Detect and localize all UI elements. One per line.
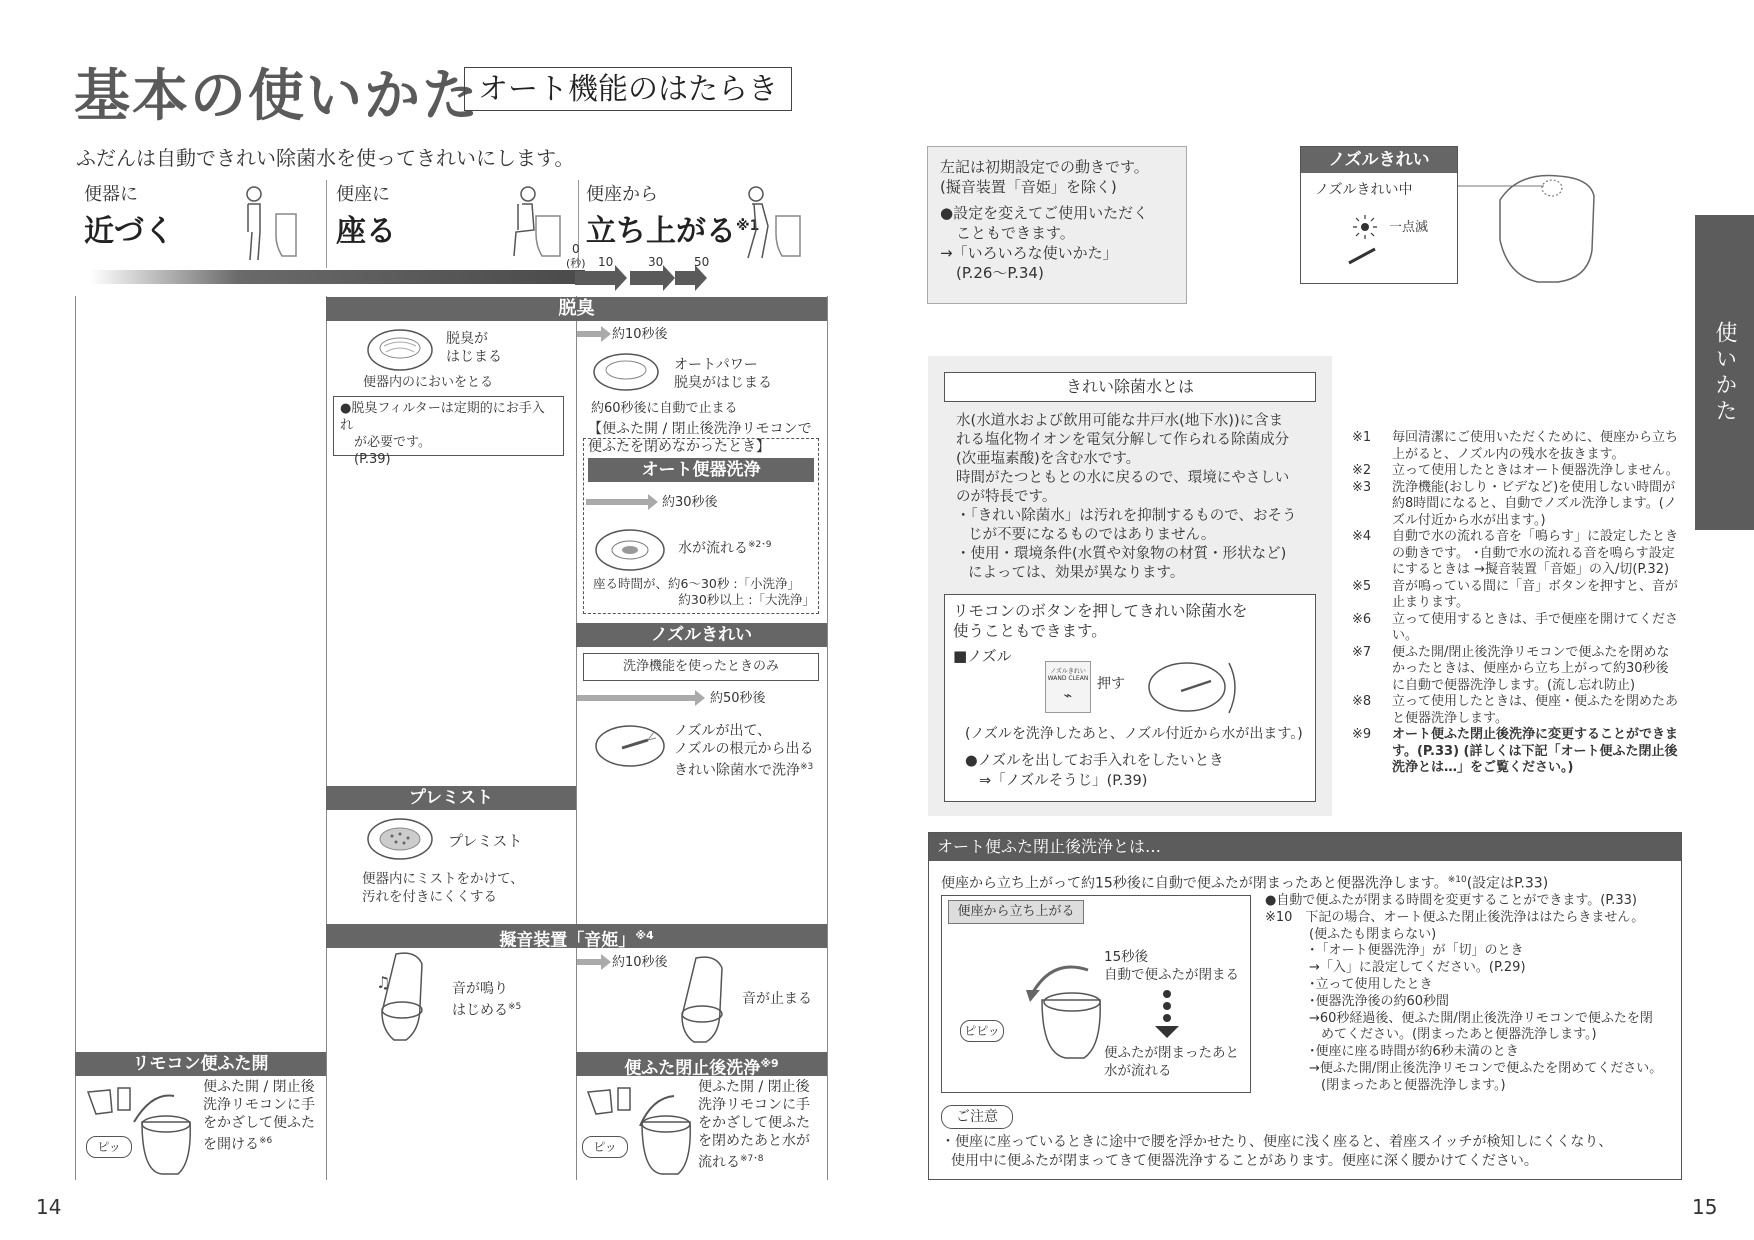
autoflush-after30: 約30秒後 [662,495,718,510]
footnote: ※3 洗浄機能(おしり・ビデなど)を使用しない時間が約8時間になると、自動でノズル洗浄します。(ノズル付近から水が出ます。) [1352,479,1677,528]
footnote: ※1 毎回清潔にご使用いただくために、便座から立ち上がると、ノズル内の残水を抜きます。 [1352,430,1679,462]
tick-30: 30 [648,255,664,269]
otohime-header: 擬音装置「音姫」$^{※4}$ [326,924,827,948]
auto-close-title: オート便ふた閉止後洗浄とは… [929,833,1681,861]
arrow-right-icon [577,954,613,970]
toilet-icon [676,954,736,1046]
timeline-bar [90,270,585,284]
mist-icon [364,814,444,864]
arrow-right-icon [577,690,707,706]
otohime-after10: 約10秒後 [612,955,668,970]
autoflush-header: オート便器洗浄 [588,458,814,482]
down-arrow-icon [1152,988,1182,1040]
water-flows: 水が流れる$^{※2･9}$ [678,540,772,557]
footnotes [1352,430,1682,777]
nozzle-after50: 約50秒後 [710,691,766,706]
page-title: 基本の使いかた [74,64,480,129]
autoflush-condition: 【便ふた開 / 閉止後洗浄リモコンで 便ふたを閉めなかったとき】 [588,421,812,455]
deodorize-stop: 約60秒後に自動で止まる [591,401,738,416]
arrow-right-icon [577,326,613,342]
premist-header: プレミスト [326,786,576,810]
beep-badge: ピッ [582,1136,628,1158]
standing-up-figure-icon [742,186,804,266]
page-subtitle: オート機能のはたらき [464,67,792,111]
intro-text: ふだんは自動できれい除菌水を使ってきれいにします。 [76,146,575,170]
deodorize-caption: 便器内のにおいをとる [363,375,494,390]
page-number-left: 14 [36,1195,62,1219]
nozzle-wash-note: (ノズルを洗浄したあと、ノズル付近から水が出ます。) [965,726,1303,742]
remote-open-header: リモコン便ふた開 [75,1052,326,1076]
column-line [827,296,828,1180]
remote-nozzle-lead: リモコンのボタンを押してきれい除菌水を 使うこともできます。 [953,602,1248,640]
footnote: ※9 オート便ふた閉止後洗浄に変更することができます。(P.33) (詳しくは下記「オート便ふた閉止後洗浄とは…」をご覧ください。) [1352,727,1679,775]
power-deodorize: オートパワー 脱臭がはじまる [674,357,772,391]
auto-close-figure [941,895,1251,1093]
nozzle-status-panel [1300,146,1458,284]
nozzle-panel-status: ノズルきれい中 [1315,182,1413,198]
auto-close-lead: 便座から立ち上がって約15秒後に自動で便ふたが閉まったあと便器洗浄します。$^{※10}$(設定はP.33) [941,875,1549,892]
nozzle-header: ノズルきれい [576,623,827,647]
filter-note: ●脱臭フィルターは定期的にお手入れ が必要です。 (P.39) [333,396,564,456]
footnote: ※7 便ふた開/閉止後洗浄リモコンで便ふたを閉めなかったときは、便座から立ち上がって約30秒後に自動で便器洗浄します。(流し忘れ防止) [1352,644,1670,693]
deodorize-start: 脱臭が はじまる [446,331,502,365]
auto-close-notes: ●自動で便ふたが閉まる時間を変更することができます。(P.33) ※10 下記の場合、オート便ふた閉止後洗浄ははたらきません。 (便ふたも閉まらない) ･「オート便器洗浄」が「切」のとき →「入」に設定してください。(P.29) ･立って使用したとき ･便器洗浄後の約60秒間 →60秒経過後、便ふた開/閉止後洗浄リモコンで便ふたを閉 めてください。(閉まったあと便器洗浄します。) ･便座に座る時間が約6秒未満のとき →便ふた開/閉止後洗浄リモコンで便ふたを閉めてください。 (閉まったあと便器洗浄します。) [1265,893,1663,1093]
beep-badge: ピピッ [960,1020,1004,1042]
deodorize-after10: 約10秒後 [612,327,668,342]
remote-open-desc: 便ふた開 / 閉止後 洗浄リモコンに手 をかざして便ふた を開ける$^{※6}$ [203,1079,315,1153]
clean-water-panel [928,356,1332,816]
page-number-right: 15 [1692,1195,1718,1219]
timeline-arrows [575,265,710,291]
sit-duration: 座る時間が、約6～30秒 :「小洗浄」 約30秒以上 :「大洗浄」 [593,576,815,607]
otohime-stop: 音が止まる [742,991,812,1007]
close-flush-header: 便ふた閉止後洗浄$^{※9}$ [576,1052,827,1076]
wand-clean-button[interactable]: ノズルきれい WAND CLEAN ⌁ [1045,661,1091,713]
nozzle-seat-icon [1145,657,1245,717]
column-line [326,296,327,1180]
initial-settings-box: 左記は初期設定での動きです。 (擬音装置「音姫」を除く) ●設定を変えてご使用いただく こともできます。 →「いろいろな使いかた」 (P.26～P.34) [927,146,1187,304]
column-line [75,296,76,1180]
nozzle-wash-icon [592,718,672,770]
footnote: ※8 立って使用したときは、便座・便ふたを閉めたあと便器洗浄します。 [1352,694,1679,726]
caution-text: ・便座に座っているときに途中で腰を浮かせたり、便座に浅く座ると、着座スイッチが検知しにくくなり、 使用中に便ふたが閉まってきて便器洗浄することがあります。便座に深く腰かけてください。 [941,1134,1613,1169]
otohime-start: 音が鳴り はじめる$^{※5}$ [452,981,522,1019]
push-label: 押す [1097,676,1125,692]
tick-0: 0 [572,242,580,256]
footnote: ※2 立って使用したときはオート便器洗浄しません。 [1352,463,1679,478]
figure-step1: 15秒後 自動で便ふたが閉まる [1104,949,1239,983]
nozzle-only: 洗浄機能を使ったときのみ [583,653,819,681]
tick-10: 10 [598,255,614,269]
nozzle-clean-ref: ●ノズルを出してお手入れをしたいとき ⇒「ノズルそうじ」(P.39) [965,753,1224,789]
nozzle-desc: ノズルが出て、 ノズルの根元から出る きれい除菌水で洗浄$^{※3}$ [674,723,814,779]
close-flush-desc: 便ふた開 / 閉止後 洗浄リモコンに手 をかざして便ふた を閉めたあと水が 流れる$^{※7･8}$ [698,1079,810,1171]
hand-remote-open-icon [82,1082,200,1178]
deodorize-header: 脱臭 [326,297,827,321]
toilet-lid-closing-icon [1002,950,1112,1070]
clean-water-title: きれい除菌水とは [944,372,1316,402]
svg-text:♫: ♫ [376,973,391,992]
stage-sit: 便座に 座る [336,184,396,249]
auto-close-panel [928,832,1682,1180]
remote-nozzle-box [944,594,1316,802]
tick-unit: (秒) [566,257,586,270]
footnote: ※6 立って使用するときは、手で便座を開けてください。 [1352,611,1679,643]
hand-remote-close-icon [582,1082,700,1178]
nozzle-panel-header: ノズルきれい [1301,147,1457,173]
toilet-seat-icon [364,326,444,376]
side-tab: 使いかた [1695,215,1754,530]
clean-water-desc: 水(水道水および飲用可能な井戸水(地下水))に含ま れる塩化物イオンを電気分解して作られる除菌成分 (次亜塩素酸)を含む水です。 時間がたつともとの水に戻るので、環境にやさしい のが特長です。 ・「きれい除菌水」は汚れを抑制するもので、おそう じが不要になるものではありません。 ・使用・環境条件(水質や対象物の材質・形状など) によっては、効果が異なります。 [956,413,1297,581]
arrow-right-icon [586,494,660,510]
toilet-bowl-water-icon [592,522,672,574]
figure-label: 便座から立ち上がる [948,900,1084,924]
toilet-product-icon [1458,160,1598,290]
premist-desc: 便器内にミストをかけて、 汚れを付きにくくする [362,871,524,905]
nozzle-panel-blink: 一点滅 [1389,220,1429,235]
blinking-lamp-icon [1345,211,1385,271]
stage-stand: 便座から 立ち上がる$^{※1}$ [586,184,760,249]
sitting-figure-icon [498,186,568,266]
toilet-seat-icon [590,346,670,396]
nozzle-heading: ■ノズル [953,647,1012,665]
tick-50: 50 [694,255,710,269]
stage-approach: 便器に 近づく [84,184,174,249]
caution-badge: ご注意 [941,1105,1013,1129]
footnote: ※4 自動で水の流れる音を「鳴らす」に設定したときの動きです。 ･自動で水の流れる音を鳴らす設定にするときは →擬音装置「音姫」の入/切(P.32) [1352,529,1679,577]
column-line [576,296,577,1180]
approach-figure-icon [238,186,303,266]
toilet-music-icon [376,950,436,1046]
footnote: ※5 音が鳴っている間に「音」ボタンを押すと、音が止まります。 [1352,578,1679,610]
premist-label: プレミスト [448,832,523,850]
stage-divider [326,180,327,268]
figure-step2: 便ふたが閉まったあと 水が流れる [1104,1045,1239,1079]
beep-badge: ピッ [86,1136,132,1158]
